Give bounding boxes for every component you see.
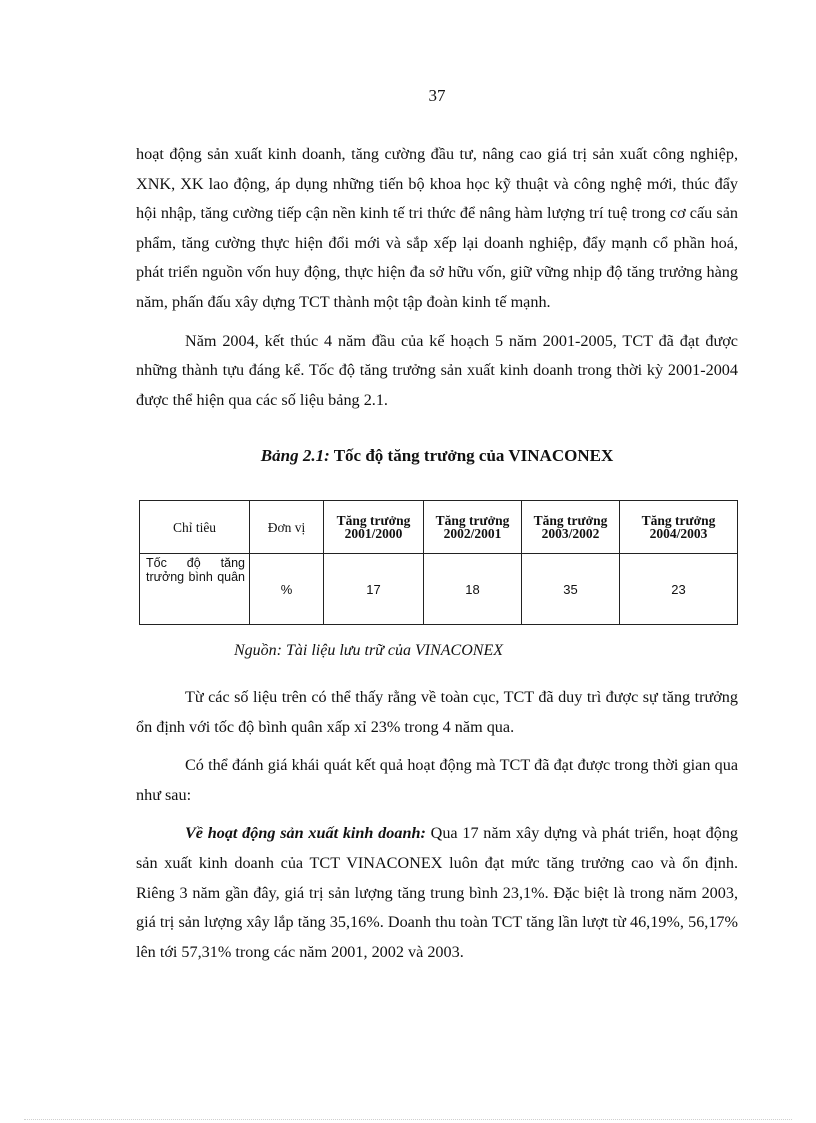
page-bottom-border bbox=[24, 1119, 792, 1120]
intro-section bbox=[136, 140, 738, 415]
table-caption-title: Tốc độ tăng trưởng của VINACONEX bbox=[333, 446, 614, 465]
table-caption bbox=[0, 446, 816, 466]
paragraph-3: Từ các số liệu trên có thể thấy rằng về toàn cục, TCT đã duy trì được sự tăng trưởng ổn định với tốc độ bình quân xấp xỉ 23% trong 4 năm qua. bbox=[136, 688, 738, 736]
row-unit: % bbox=[250, 554, 324, 625]
header-chi-tieu: Chỉ tiêu bbox=[140, 501, 250, 554]
table-caption-label: Bảng 2.1: bbox=[260, 446, 330, 465]
value-2002-2001: 18 bbox=[424, 554, 522, 625]
analysis-section bbox=[136, 683, 738, 967]
paragraph-4: Có thể đánh giá khái quát kết quả hoạt động mà TCT đã đạt được trong thời gian qua như sau: bbox=[136, 756, 738, 804]
page-number: 37 bbox=[428, 86, 446, 105]
value-2001-2000: 17 bbox=[324, 554, 424, 625]
header-2004-2003: Tăng trưởng 2004/2003 bbox=[620, 501, 738, 554]
header-don-vi: Đơn vị bbox=[250, 501, 324, 554]
section-heading: Về hoạt động sản xuất kinh doanh: bbox=[185, 824, 426, 843]
growth-table bbox=[139, 500, 738, 625]
table-header-row bbox=[140, 501, 738, 554]
header-2002-2001: Tăng trưởng 2002/2001 bbox=[424, 501, 522, 554]
header-2003-2002: Tăng trưởng 2003/2002 bbox=[522, 501, 620, 554]
value-2003-2002: 35 bbox=[522, 554, 620, 625]
value-2004-2003: 23 bbox=[620, 554, 738, 625]
header-2001-2000: Tăng trưởng 2001/2000 bbox=[324, 501, 424, 554]
paragraph-5 bbox=[136, 819, 738, 967]
paragraph-2: Năm 2004, kết thúc 4 năm đầu của kế hoạch 5 năm 2001-2005, TCT đã đạt được những thành tựu đáng kể. Tốc độ tăng trưởng sản xuất kinh doanh trong thời kỳ 2001-2004 được thể hiện qua các số liệu bảng 2.1. bbox=[136, 331, 738, 409]
table-row bbox=[140, 554, 738, 625]
paragraph-5-text: Qua 17 năm xây dựng và phát triển, hoạt động sản xuất kinh doanh của TCT VINACONEX luôn đạt mức tăng trưởng cao và ổn định. Riêng 3 năm gần đây, giá trị sản lượng tăng trung bình 23,1%. Đặc biệt là trong năm 2003, giá trị sản lượng xây lắp tăng 35,16%. Doanh thu toàn TCT tăng lần lượt từ 46,19%, 56,17% lên tới 57,31% trong các năm 2001, 2002 và 2003. bbox=[136, 824, 739, 961]
paragraph-1: hoạt động sản xuất kinh doanh, tăng cường đầu tư, nâng cao giá trị sản xuất công nghiệp, XNK, XK lao động, áp dụng những tiến bộ khoa học kỹ thuật và công nghệ mới, thúc đẩy hội nhập, tăng cường tiếp cận nền kinh tế tri thức để nâng hàm lượng trí tuệ trong cơ cấu sản phẩm, tăng cường thực hiện đổi mới và sắp xếp lại doanh nghiệp, đẩy mạnh cổ phần hoá, phát triển nguồn vốn huy động, thực hiện đa sở hữu vốn, giữ vững nhịp độ tăng trưởng hàng năm, phấn đấu xây dựng TCT thành một tập đoàn kinh tế mạnh. bbox=[136, 145, 738, 311]
row-label: Tốc độ tăng trưởng bình quân bbox=[140, 554, 250, 625]
table-source-note: Nguồn: Tài liệu lưu trữ của VINACONEX bbox=[234, 642, 503, 659]
